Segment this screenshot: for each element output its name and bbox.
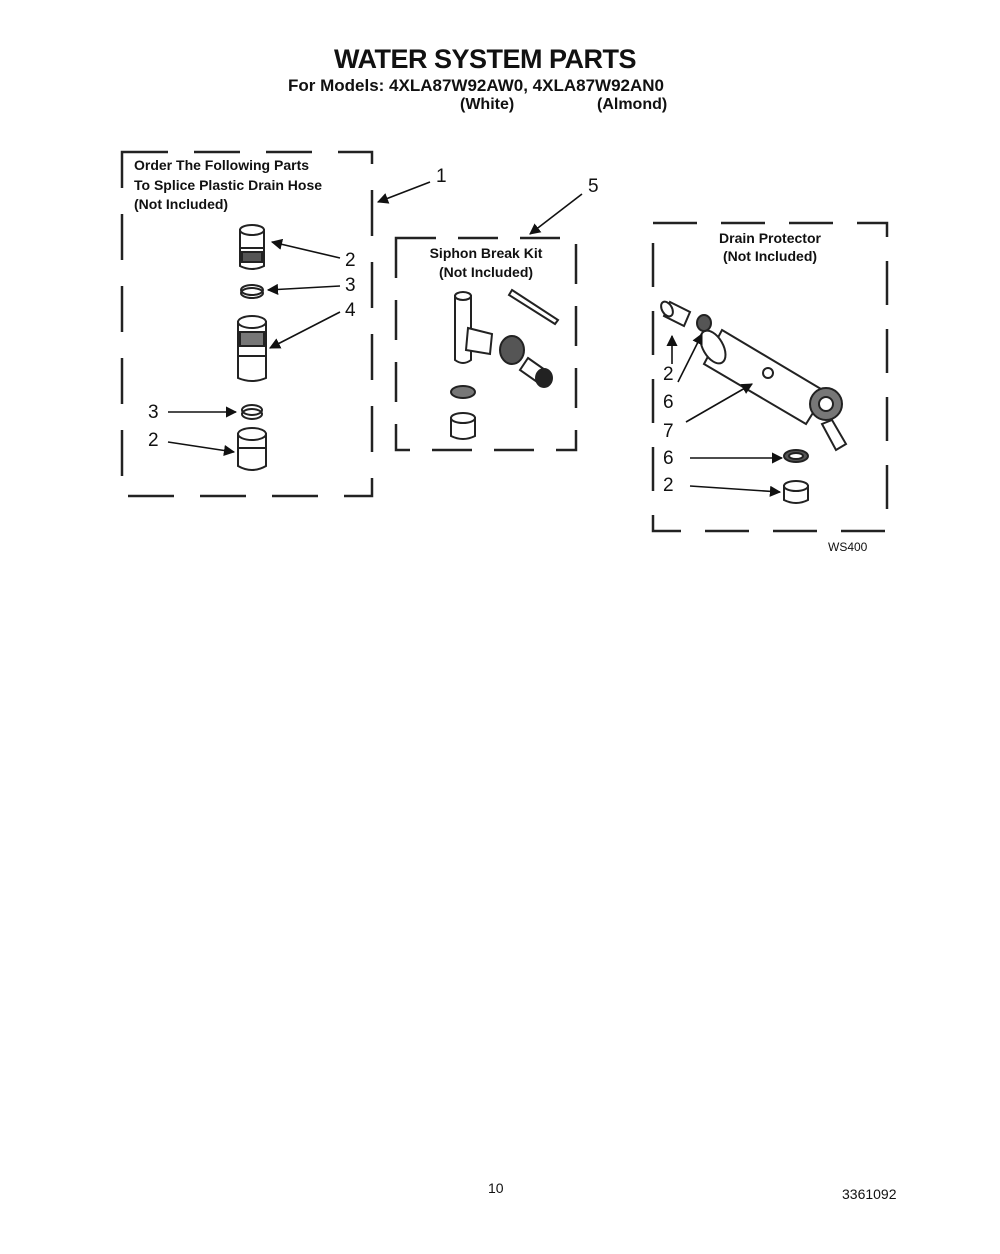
drain-callout-2-bottom: 2 <box>663 475 674 496</box>
figure-code: WS400 <box>828 540 868 554</box>
page-number: 10 <box>488 1180 504 1196</box>
siphon-tee <box>455 292 492 363</box>
page-title: WATER SYSTEM PARTS <box>333 44 636 74</box>
drain-callout-6-bottom: 6 <box>663 448 674 469</box>
siphon-adapter <box>451 413 475 439</box>
hose-coupling-top <box>240 225 264 269</box>
models-line: For Models: 4XLA87W92AW0, 4XLA87W92AN0 <box>288 76 664 95</box>
color-white-label: (White) <box>460 96 515 113</box>
siphon-nut <box>500 336 524 364</box>
splice-box-line-1: Order The Following Parts <box>134 157 310 173</box>
color-almond-label: (Almond) <box>597 96 668 113</box>
drain-box-line-2: (Not Included) <box>722 248 818 264</box>
drain-callout-6-top: 6 <box>663 392 674 413</box>
siphon-pin <box>509 290 558 324</box>
clamp-ring-top <box>241 285 263 298</box>
drain-box-line-1: Drain Protector <box>719 230 821 246</box>
callout-3-bottom: 3 <box>148 402 159 423</box>
siphon-washer <box>451 386 475 398</box>
siphon-box-line-2: (Not Included) <box>438 264 534 280</box>
siphon-cap <box>520 358 552 387</box>
drain-coupling-bottom <box>784 481 808 503</box>
drain-callout-2-top: 2 <box>663 364 674 385</box>
siphon-box-line-1: Siphon Break Kit <box>429 245 543 261</box>
drain-ring-bottom <box>784 450 808 462</box>
drain-callout-7: 7 <box>663 421 674 442</box>
callout-1: 1 <box>436 166 447 187</box>
clamp-ring-bottom <box>242 405 262 419</box>
callout-4: 4 <box>345 300 356 321</box>
drain-ring-top <box>697 315 711 331</box>
hose-connector <box>238 316 266 381</box>
callout-2-top: 2 <box>345 250 356 271</box>
document-number: 3361092 <box>842 1186 897 1202</box>
callout-5: 5 <box>588 176 599 197</box>
splice-box-line-2: To Splice Plastic Drain Hose <box>134 177 323 193</box>
hose-coupling-bottom <box>238 428 266 470</box>
drain-coupling-top <box>659 300 690 326</box>
splice-box-line-3: (Not Included) <box>134 196 229 212</box>
callout-2-bottom: 2 <box>148 430 159 451</box>
callout-3-top: 3 <box>345 275 356 296</box>
drain-protector-body <box>695 326 846 450</box>
